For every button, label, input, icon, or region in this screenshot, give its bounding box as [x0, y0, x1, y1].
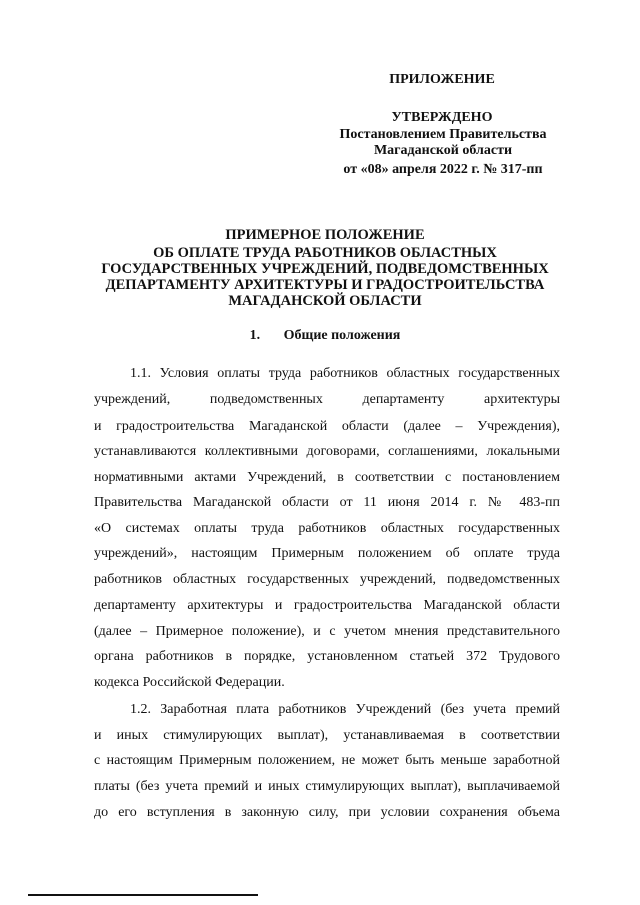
- paragraph-line: и градостроительства Магаданской области (далее – Учреждения),: [94, 419, 560, 434]
- paragraph-line: учреждений, подведомственных департаменту архитектуры: [94, 392, 560, 407]
- paragraph-line: до его вступления в законную силу, при условии сохранения объема: [94, 805, 560, 820]
- approved-by-line-1: Постановлением Правительства: [339, 127, 547, 142]
- approved-label: УТВЕРЖДЕНО: [391, 110, 493, 125]
- paragraph-line: 1.2. Заработная плата работников Учреждений (без учета премий: [130, 702, 560, 717]
- paragraph-line: и иных стимулирующих выплат), устанавливаемая в соответствии: [94, 728, 560, 743]
- paragraph-line: «О системах оплаты труда работников областных государственных: [94, 521, 560, 536]
- paragraph-line: департаменту архитектуры и градостроительства Магаданской области: [94, 598, 560, 613]
- approved-by: [330, 127, 556, 159]
- document-subtitle-line: ДЕПАРТАМЕНТУ АРХИТЕКТУРЫ И ГРАДОСТРОИТЕЛЬСТВА: [105, 277, 545, 293]
- paragraph-line: устанавливаются коллективными договорами, соглашениями, локальными: [94, 444, 560, 459]
- paragraph-line: органа работников в порядке, установленном статьей 372 Трудового: [94, 649, 560, 664]
- annex-label: ПРИЛОЖЕНИЕ: [389, 72, 495, 87]
- paragraph-line: Правительства Магаданской области от 11 июня 2014 г. № 483-пп: [94, 495, 560, 510]
- section-heading: [90, 328, 560, 344]
- document-title: ПРИМЕРНОЕ ПОЛОЖЕНИЕ: [225, 227, 425, 243]
- paragraph-line: учреждений», настоящим Примерным положением об оплате труда: [94, 546, 560, 561]
- document-subtitle-line: МАГАДАНСКОЙ ОБЛАСТИ: [228, 293, 422, 309]
- paragraph-line: 1.1. Условия оплаты труда работников областных государственных: [130, 366, 560, 381]
- approved-by-line-2: Магаданской области: [373, 143, 513, 158]
- paragraph-line: платы (без учета премий и иных стимулирующих выплат), выплачиваемой: [94, 779, 560, 794]
- footer-divider: [28, 894, 258, 896]
- paragraph-line: работников областных государственных учреждений, подведомственных: [94, 572, 560, 587]
- approved-date: от «08» апреля 2022 г. № 317-пп: [343, 162, 543, 177]
- paragraph-line: с настоящим Примерным положением, не может быть меньше заработной: [94, 753, 560, 768]
- document-subtitle-line: ГОСУДАРСТВЕННЫХ УЧРЕЖДЕНИЙ, ПОДВЕДОМСТВЕННЫХ: [101, 261, 549, 277]
- section-title: Общие положения: [283, 328, 401, 343]
- paragraph-line: (далее – Примерное положение), и с учетом мнения представительного: [94, 624, 560, 639]
- paragraph-line: кодекса Российской Федерации.: [94, 675, 285, 690]
- paragraph-line: нормативными актами Учреждений, в соответствии с постановлением: [94, 470, 560, 485]
- document-subtitle-line: ОБ ОПЛАТЕ ТРУДА РАБОТНИКОВ ОБЛАСТНЫХ: [153, 245, 497, 261]
- section-number: 1.: [249, 328, 261, 343]
